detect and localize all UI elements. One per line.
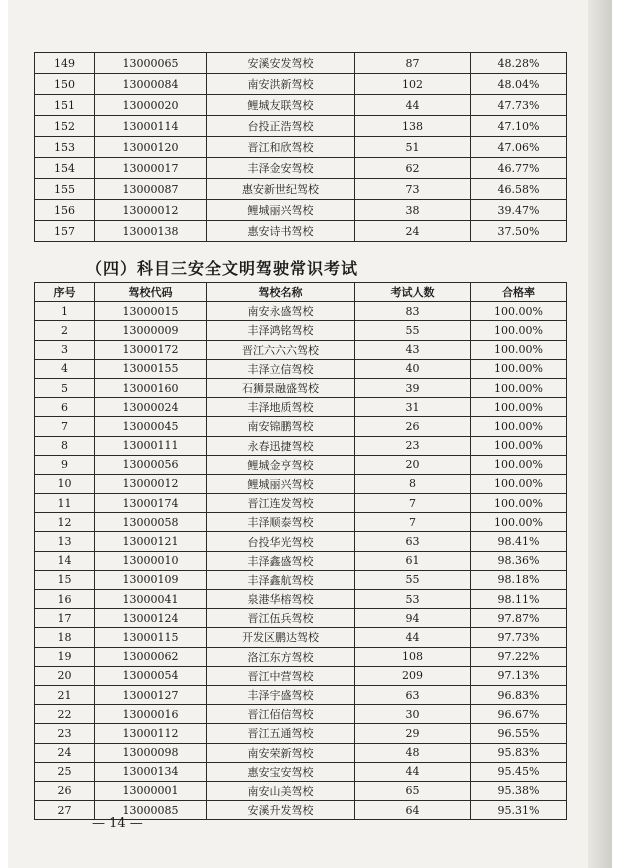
cell-no: 27 [35,801,95,820]
table-row [35,513,567,532]
cell-count: 51 [355,137,471,158]
cell-rate: 46.58% [471,179,567,200]
cell-count: 7 [355,494,471,513]
cell-no: 25 [35,762,95,781]
cell-code: 13000020 [95,95,207,116]
cell-code: 13000134 [95,762,207,781]
table-row [35,321,567,340]
cell-name: 泉港华榕驾校 [207,590,355,609]
cell-count: 20 [355,455,471,474]
table-row [35,417,567,436]
cell-no: 3 [35,340,95,359]
cell-count: 83 [355,302,471,321]
cell-rate: 97.73% [471,628,567,647]
cell-code: 13000120 [95,137,207,158]
cell-no: 7 [35,417,95,436]
cell-rate: 100.00% [471,359,567,378]
cell-no: 1 [35,302,95,321]
cell-name: 丰泽金安驾校 [207,158,355,179]
cell-code: 13000111 [95,436,207,455]
cell-no: 14 [35,551,95,570]
cell-code: 13000087 [95,179,207,200]
cell-code: 13000054 [95,666,207,685]
cell-count: 55 [355,321,471,340]
cell-rate: 100.00% [471,378,567,397]
cell-name: 鲤城丽兴驾校 [207,200,355,221]
table-row [35,221,567,242]
cell-no: 150 [35,74,95,95]
cell-code: 13000058 [95,513,207,532]
pass-rate-table-continued [34,52,567,242]
cell-no: 19 [35,647,95,666]
cell-name: 丰泽鸿铭驾校 [207,321,355,340]
table-row [35,378,567,397]
cell-no: 152 [35,116,95,137]
cell-code: 13000065 [95,53,207,74]
table-row [35,628,567,647]
cell-code: 13000121 [95,532,207,551]
cell-code: 13000109 [95,570,207,589]
cell-code: 13000009 [95,321,207,340]
cell-no: 17 [35,609,95,628]
cell-no: 21 [35,685,95,704]
cell-code: 13000114 [95,116,207,137]
cell-rate: 47.06% [471,137,567,158]
cell-name: 丰泽鑫航驾校 [207,570,355,589]
cell-name: 丰泽顺泰驾校 [207,513,355,532]
cell-count: 138 [355,116,471,137]
table-row [35,666,567,685]
cell-count: 102 [355,74,471,95]
cell-code: 13000017 [95,158,207,179]
cell-name: 晋江连发驾校 [207,494,355,513]
safety-exam-pass-rate-table [34,282,567,820]
cell-count: 44 [355,95,471,116]
cell-count: 43 [355,340,471,359]
cell-count: 209 [355,666,471,685]
cell-count: 23 [355,436,471,455]
page-binding-edge [588,0,612,868]
cell-name: 晋江和欣驾校 [207,137,355,158]
table-row [35,743,567,762]
cell-name: 台投华光驾校 [207,532,355,551]
table-row [35,551,567,570]
cell-code: 13000001 [95,781,207,800]
header-name: 驾校名称 [207,283,355,302]
cell-name: 南安永盛驾校 [207,302,355,321]
cell-count: 44 [355,628,471,647]
table-row [35,762,567,781]
header-no: 序号 [35,283,95,302]
cell-rate: 97.87% [471,609,567,628]
table-row [35,95,567,116]
cell-count: 8 [355,474,471,493]
cell-rate: 100.00% [471,436,567,455]
cell-rate: 98.18% [471,570,567,589]
cell-name: 安溪安发驾校 [207,53,355,74]
cell-rate: 47.10% [471,116,567,137]
table-row [35,705,567,724]
cell-rate: 37.50% [471,221,567,242]
cell-no: 4 [35,359,95,378]
cell-rate: 95.45% [471,762,567,781]
table-row [35,74,567,95]
header-rate: 合格率 [471,283,567,302]
cell-rate: 100.00% [471,455,567,474]
cell-count: 39 [355,378,471,397]
cell-code: 13000127 [95,685,207,704]
cell-count: 29 [355,724,471,743]
table-row [35,359,567,378]
cell-name: 鲤城金亨驾校 [207,455,355,474]
cell-no: 20 [35,666,95,685]
cell-count: 64 [355,801,471,820]
cell-no: 16 [35,590,95,609]
cell-rate: 96.83% [471,685,567,704]
cell-rate: 48.28% [471,53,567,74]
cell-count: 63 [355,685,471,704]
cell-no: 15 [35,570,95,589]
cell-code: 13000012 [95,474,207,493]
cell-name: 台投正浩驾校 [207,116,355,137]
cell-name: 丰泽鑫盛驾校 [207,551,355,570]
table-row [35,200,567,221]
cell-no: 9 [35,455,95,474]
cell-name: 南安锦鹏驾校 [207,417,355,436]
cell-count: 65 [355,781,471,800]
header-count: 考试人数 [355,283,471,302]
cell-count: 24 [355,221,471,242]
cell-no: 2 [35,321,95,340]
cell-count: 63 [355,532,471,551]
cell-rate: 100.00% [471,513,567,532]
table-row [35,340,567,359]
cell-no: 8 [35,436,95,455]
table-row [35,158,567,179]
cell-count: 30 [355,705,471,724]
cell-name: 惠安新世纪驾校 [207,179,355,200]
cell-code: 13000155 [95,359,207,378]
cell-count: 31 [355,398,471,417]
cell-no: 156 [35,200,95,221]
table-row [35,137,567,158]
cell-rate: 98.36% [471,551,567,570]
cell-count: 94 [355,609,471,628]
cell-no: 24 [35,743,95,762]
cell-rate: 96.67% [471,705,567,724]
cell-name: 鲤城丽兴驾校 [207,474,355,493]
cell-count: 26 [355,417,471,436]
cell-count: 48 [355,743,471,762]
cell-rate: 39.47% [471,200,567,221]
cell-code: 13000010 [95,551,207,570]
cell-count: 40 [355,359,471,378]
cell-count: 73 [355,179,471,200]
cell-name: 丰泽地质驾校 [207,398,355,417]
page-number: — 14 — [92,816,143,831]
header-code: 驾校代码 [95,283,207,302]
cell-code: 13000015 [95,302,207,321]
cell-no: 23 [35,724,95,743]
table-row [35,398,567,417]
cell-code: 13000062 [95,647,207,666]
cell-name: 南安山美驾校 [207,781,355,800]
cell-rate: 100.00% [471,494,567,513]
cell-rate: 46.77% [471,158,567,179]
cell-code: 13000056 [95,455,207,474]
cell-code: 13000112 [95,724,207,743]
table-row [35,570,567,589]
section-title: （四）科目三安全文明驾驶常识考试 [86,259,359,278]
cell-code: 13000098 [95,743,207,762]
cell-code: 13000115 [95,628,207,647]
cell-no: 5 [35,378,95,397]
table-row [35,474,567,493]
cell-name: 丰泽立信驾校 [207,359,355,378]
cell-code: 13000016 [95,705,207,724]
cell-no: 154 [35,158,95,179]
cell-code: 13000024 [95,398,207,417]
cell-name: 开发区鹏达驾校 [207,628,355,647]
cell-count: 87 [355,53,471,74]
cell-no: 10 [35,474,95,493]
cell-count: 108 [355,647,471,666]
cell-name: 丰泽宇盛驾校 [207,685,355,704]
cell-name: 晋江中营驾校 [207,666,355,685]
cell-name: 鲤城友联驾校 [207,95,355,116]
cell-no: 13 [35,532,95,551]
cell-no: 149 [35,53,95,74]
cell-code: 13000041 [95,590,207,609]
cell-no: 153 [35,137,95,158]
main-table-body [35,302,567,820]
cell-name: 石狮景融盛驾校 [207,378,355,397]
cell-code: 13000138 [95,221,207,242]
table-row [35,647,567,666]
table-header-row [35,283,567,302]
cell-name: 南安荣新驾校 [207,743,355,762]
cell-rate: 100.00% [471,474,567,493]
cell-name: 晋江佰信驾校 [207,705,355,724]
cell-name: 晋江五通驾校 [207,724,355,743]
cell-name: 惠安诗书驾校 [207,221,355,242]
table-row [35,53,567,74]
cell-no: 6 [35,398,95,417]
cell-rate: 100.00% [471,302,567,321]
table-row [35,455,567,474]
cell-count: 61 [355,551,471,570]
cell-rate: 96.55% [471,724,567,743]
cell-name: 南安洪新驾校 [207,74,355,95]
cell-code: 13000045 [95,417,207,436]
cell-rate: 48.04% [471,74,567,95]
table-row [35,724,567,743]
cell-code: 13000124 [95,609,207,628]
cell-no: 155 [35,179,95,200]
table-row [35,685,567,704]
cell-count: 44 [355,762,471,781]
cell-count: 7 [355,513,471,532]
table-row [35,590,567,609]
cell-no: 12 [35,513,95,532]
cell-rate: 95.31% [471,801,567,820]
cell-rate: 97.13% [471,666,567,685]
cell-rate: 100.00% [471,398,567,417]
cell-code: 13000160 [95,378,207,397]
cell-code: 13000012 [95,200,207,221]
cell-name: 安溪升发驾校 [207,801,355,820]
table-row [35,116,567,137]
cell-no: 18 [35,628,95,647]
table-row [35,609,567,628]
cell-code: 13000174 [95,494,207,513]
cell-rate: 95.38% [471,781,567,800]
cell-rate: 98.41% [471,532,567,551]
cell-rate: 95.83% [471,743,567,762]
cell-name: 晋江伍兵驾校 [207,609,355,628]
cell-no: 11 [35,494,95,513]
cell-count: 53 [355,590,471,609]
cell-name: 惠安宝安驾校 [207,762,355,781]
table-row [35,494,567,513]
cell-rate: 98.11% [471,590,567,609]
cell-no: 157 [35,221,95,242]
cell-code: 13000172 [95,340,207,359]
table-row [35,532,567,551]
cell-count: 55 [355,570,471,589]
cell-no: 151 [35,95,95,116]
table-row [35,302,567,321]
cell-count: 62 [355,158,471,179]
cell-name: 晋江六六六驾校 [207,340,355,359]
table-row [35,436,567,455]
cell-rate: 97.22% [471,647,567,666]
cell-code: 13000084 [95,74,207,95]
cell-rate: 47.73% [471,95,567,116]
cell-rate: 100.00% [471,321,567,340]
top-table-body [35,53,567,242]
cell-name: 永春迅捷驾校 [207,436,355,455]
cell-code: 13000085 [95,801,207,820]
cell-no: 26 [35,781,95,800]
cell-count: 38 [355,200,471,221]
table-row [35,179,567,200]
cell-name: 洛江东方驾校 [207,647,355,666]
cell-no: 22 [35,705,95,724]
cell-rate: 100.00% [471,417,567,436]
cell-rate: 100.00% [471,340,567,359]
table-row [35,781,567,800]
